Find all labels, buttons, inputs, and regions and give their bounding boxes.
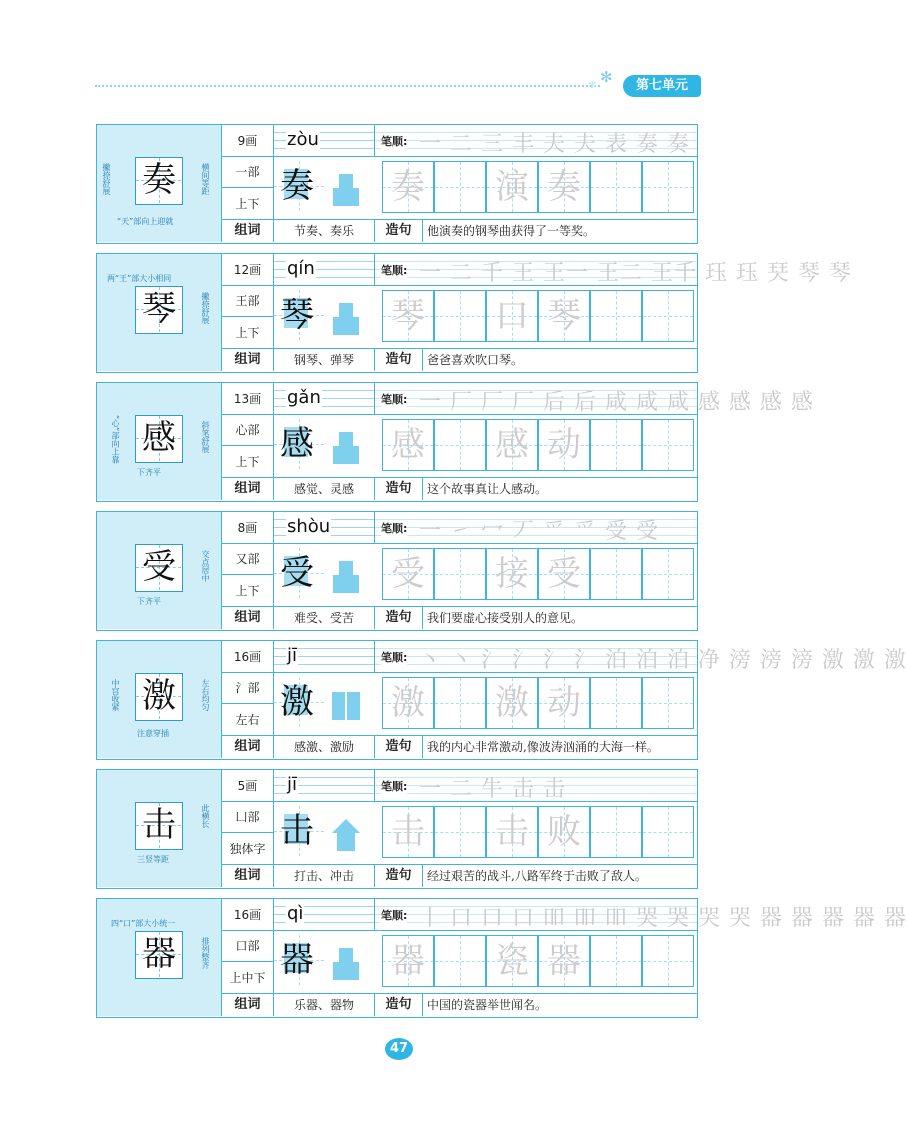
copy-char: 器 (391, 941, 425, 981)
copy-char: 动 (547, 683, 581, 723)
pinyin-box (274, 641, 375, 673)
zaoju-label: 造句 (375, 736, 423, 758)
practice-box[interactable] (590, 677, 642, 729)
copy-char: 感 (391, 425, 425, 465)
tian-grid-char (135, 802, 183, 850)
stroke-order-row (375, 641, 907, 673)
practice-box[interactable] (538, 290, 590, 342)
practice-box[interactable] (274, 290, 375, 342)
char-radical: 一部 (222, 157, 274, 188)
char-strokes: 5画 (222, 770, 274, 802)
structure-shape-icon (331, 301, 361, 337)
writing-tip: 排列整齐 (201, 937, 210, 969)
practice-box[interactable] (274, 161, 375, 213)
char-strokes: 16画 (222, 899, 274, 931)
word-examples: 打击、冲击 (274, 865, 375, 887)
character-card (96, 253, 852, 373)
model-char: 琴 (142, 289, 176, 329)
practice-box[interactable] (434, 806, 486, 858)
char-radical: 又部 (222, 544, 274, 575)
practice-box[interactable] (538, 548, 590, 600)
tian-grid-char (135, 673, 183, 721)
stroke-sequence: 一 厂 厂 厂 后 后 咸 咸 咸 感 感 感 感 (419, 390, 814, 415)
sample-char: 击 (280, 811, 314, 851)
writing-tip: 三竖等距 (137, 855, 169, 864)
practice-box[interactable] (382, 161, 434, 213)
zuci-label: 组词 (222, 607, 274, 629)
zuci-label: 组词 (222, 736, 274, 758)
snowflake-small-icon: ✻ (588, 80, 597, 91)
practice-box[interactable] (590, 161, 642, 213)
copy-char: 败 (547, 812, 581, 852)
pinyin-box (274, 770, 375, 802)
char-structure: 上下 (222, 575, 274, 607)
writing-tip: 撇捺舒展 (201, 292, 210, 324)
practice-box[interactable] (486, 935, 538, 987)
practice-box[interactable] (538, 935, 590, 987)
writing-tip: 中宫收紧 (111, 679, 120, 711)
zuci-label: 组词 (222, 994, 274, 1016)
practice-box[interactable] (642, 806, 694, 858)
practice-box[interactable] (486, 419, 538, 471)
pinyin: shòu (287, 516, 331, 537)
character-card (96, 640, 907, 760)
practice-grid (274, 544, 697, 607)
character-card (96, 898, 907, 1018)
writing-tip: 下齐平 (137, 597, 161, 606)
snowflake-icon: ✻ (600, 68, 613, 86)
char-strokes: 12画 (222, 254, 274, 286)
practice-box[interactable] (486, 161, 538, 213)
stroke-order-label: 笔顺: (381, 264, 408, 277)
practice-box[interactable] (274, 935, 375, 987)
char-strokes: 8画 (222, 512, 274, 544)
unit-tab: 第七单元 (623, 75, 701, 97)
tian-grid-char (135, 931, 183, 979)
char-tips-panel (97, 512, 222, 629)
writing-tip: “心”部向上靠 (111, 415, 120, 464)
char-radical: 王部 (222, 286, 274, 317)
stroke-order-label: 笔顺: (381, 651, 408, 664)
copy-char: 激 (495, 683, 529, 723)
stroke-sequence: 一 二 三 丰 夫 夫 表 奏 奏 (419, 132, 690, 157)
practice-box[interactable] (434, 548, 486, 600)
practice-box[interactable] (434, 290, 486, 342)
pinyin: gǎn (287, 387, 321, 408)
practice-box[interactable] (434, 935, 486, 987)
practice-grid (274, 286, 697, 349)
char-tips-panel (97, 254, 222, 371)
copy-char: 激 (391, 683, 425, 723)
zaoju-label: 造句 (375, 607, 423, 629)
practice-box[interactable] (274, 806, 375, 858)
copy-char: 受 (391, 554, 425, 594)
sample-char: 受 (280, 553, 314, 593)
writing-tip: 注意穿插 (137, 729, 169, 738)
practice-box[interactable] (434, 419, 486, 471)
char-tips-panel (97, 770, 222, 887)
pinyin: qì (287, 903, 304, 924)
stroke-order-label: 笔顺: (381, 135, 408, 148)
practice-box[interactable] (486, 290, 538, 342)
example-sentence: 中国的瓷器举世闻名。 (427, 998, 548, 1012)
model-char: 奏 (142, 160, 176, 200)
copy-char: 击 (391, 812, 425, 852)
practice-box[interactable] (486, 677, 538, 729)
model-char: 感 (142, 418, 176, 458)
practice-box[interactable] (382, 548, 434, 600)
pinyin-box (274, 899, 375, 931)
model-char: 受 (142, 547, 176, 587)
writing-tip: 下齐平 (137, 468, 161, 477)
writing-tip: 撇捺舒展 (102, 163, 111, 195)
word-examples: 难受、受苦 (274, 607, 375, 629)
practice-box[interactable] (642, 419, 694, 471)
practice-box[interactable] (590, 419, 642, 471)
copy-char: 器 (547, 941, 581, 981)
char-structure: 上下 (222, 188, 274, 220)
sample-char: 激 (280, 682, 314, 722)
char-tips-panel (97, 383, 222, 500)
writing-tip: 横间等距 (201, 163, 210, 195)
practice-box[interactable] (274, 548, 375, 600)
practice-box[interactable] (434, 161, 486, 213)
char-strokes: 16画 (222, 641, 274, 673)
pinyin-box (274, 254, 375, 286)
stroke-order-row (375, 512, 697, 544)
sample-char: 奏 (280, 166, 314, 206)
practice-box[interactable] (486, 548, 538, 600)
sample-char: 器 (280, 940, 314, 980)
practice-box[interactable] (486, 806, 538, 858)
zaoju-label: 造句 (375, 220, 423, 242)
char-tips-panel (97, 641, 222, 758)
copy-char: 口 (495, 296, 529, 336)
tian-grid-char (135, 286, 183, 334)
practice-box[interactable] (538, 806, 590, 858)
practice-box[interactable] (382, 290, 434, 342)
stroke-sequence: 丶 丶 氵 氵 氵 氵 泊 泊 泊 净 滂 滂 滂 激 激 激 (419, 648, 907, 673)
word-examples: 感觉、灵感 (274, 478, 375, 500)
structure-shape-icon (331, 817, 361, 853)
zaoju-label: 造句 (375, 994, 423, 1016)
char-radical: 氵部 (222, 673, 274, 704)
sample-char: 琴 (280, 295, 314, 335)
writing-tip: 斜笔舒展 (201, 421, 210, 453)
header-divider (95, 85, 600, 87)
char-structure: 独体字 (222, 833, 274, 865)
sample-char: 感 (280, 424, 314, 464)
zuci-label: 组词 (222, 478, 274, 500)
structure-shape-icon (331, 172, 361, 208)
pinyin-box (274, 512, 375, 544)
stroke-order-row (375, 770, 697, 802)
char-tips-panel (97, 899, 222, 1016)
model-char: 激 (142, 676, 176, 716)
char-radical: 凵部 (222, 802, 274, 833)
copy-char: 演 (495, 167, 529, 207)
copy-char: 接 (495, 554, 529, 594)
copy-char: 击 (495, 812, 529, 852)
pinyin: qín (287, 258, 315, 279)
practice-box[interactable] (382, 677, 434, 729)
char-strokes: 9画 (222, 125, 274, 157)
copy-char: 琴 (547, 296, 581, 336)
practice-box[interactable] (642, 161, 694, 213)
practice-box[interactable] (590, 935, 642, 987)
example-sentence: 这个故事真让人感动。 (427, 482, 548, 496)
char-radical: 心部 (222, 415, 274, 446)
practice-box[interactable] (434, 677, 486, 729)
practice-box[interactable] (590, 806, 642, 858)
stroke-order-label: 笔顺: (381, 780, 408, 793)
word-examples: 钢琴、弹琴 (274, 349, 375, 371)
stroke-order-row (375, 899, 907, 931)
char-structure: 上下 (222, 446, 274, 478)
practice-grid (274, 931, 697, 994)
writing-tip: 两“王”部大小相同 (107, 274, 172, 283)
practice-box[interactable] (590, 548, 642, 600)
pinyin-box (274, 383, 375, 415)
stroke-order-row (375, 125, 697, 157)
model-char: 器 (142, 934, 176, 974)
tian-grid-char (135, 157, 183, 205)
zaoju-label: 造句 (375, 349, 423, 371)
practice-grid (274, 802, 697, 865)
tian-grid-char (135, 415, 183, 463)
practice-box[interactable] (382, 935, 434, 987)
practice-box[interactable] (642, 935, 694, 987)
copy-char: 奏 (547, 167, 581, 207)
stroke-sequence: 一 二 千 王 王一 王二 王千 珏 珏 珡 琴 琴 (419, 261, 852, 286)
stroke-order-label: 笔顺: (381, 909, 408, 922)
word-examples: 乐器、器物 (274, 994, 375, 1016)
writing-tip: “天”部向上迎就 (117, 217, 174, 226)
structure-shape-icon (331, 688, 361, 724)
word-examples: 节奏、奏乐 (274, 220, 375, 242)
example-sentence: 我们要虚心接受别人的意见。 (427, 611, 584, 625)
tian-grid-char (135, 544, 183, 592)
structure-shape-icon (331, 559, 361, 595)
stroke-order-row (375, 254, 852, 286)
practice-box[interactable] (538, 419, 590, 471)
char-tips-panel (97, 125, 222, 242)
character-card (96, 382, 814, 502)
structure-shape-icon (331, 430, 361, 466)
practice-grid (274, 415, 697, 478)
pinyin-box (274, 125, 375, 157)
pinyin: zòu (287, 129, 319, 150)
example-sentence: 我的内心非常激动,像波涛汹涌的大海一样。 (427, 740, 659, 754)
practice-grid (274, 157, 697, 220)
zaoju-label: 造句 (375, 478, 423, 500)
char-structure: 上中下 (222, 962, 274, 994)
example-sentence: 经过艰苦的战斗,八路军终于击败了敌人。 (427, 869, 647, 883)
practice-box[interactable] (590, 290, 642, 342)
char-structure: 上下 (222, 317, 274, 349)
copy-char: 琴 (391, 296, 425, 336)
copy-char: 瓷 (495, 941, 529, 981)
character-card (96, 511, 698, 631)
stroke-order-label: 笔顺: (381, 522, 408, 535)
stroke-order-label: 笔顺: (381, 393, 408, 406)
example-sentence: 爸爸喜欢吹口琴。 (427, 353, 524, 367)
copy-char: 受 (547, 554, 581, 594)
practice-box[interactable] (642, 548, 694, 600)
copy-char: 感 (495, 425, 529, 465)
structure-shape-icon (331, 946, 361, 982)
character-card (96, 124, 698, 244)
zuci-label: 组词 (222, 349, 274, 371)
stroke-sequence: 一 ㇀ 冖 丆 爫 爫 受 受 (419, 519, 659, 544)
character-card (96, 769, 698, 889)
practice-box[interactable] (274, 677, 375, 729)
practice-box[interactable] (382, 419, 434, 471)
practice-box[interactable] (642, 677, 694, 729)
zuci-label: 组词 (222, 865, 274, 887)
stroke-sequence: 一 二 牛 击 击 (419, 777, 566, 802)
stroke-sequence: 丨 口 口 口 吅 吅 吅 哭 哭 哭 哭 器 器 器 器 器 (419, 906, 907, 931)
zaoju-label: 造句 (375, 865, 423, 887)
writing-tip: 交点居中 (201, 550, 210, 582)
writing-tip: 左右均匀 (201, 679, 210, 711)
pinyin: jī (287, 774, 298, 795)
stroke-order-row (375, 383, 814, 415)
practice-box[interactable] (642, 290, 694, 342)
practice-box[interactable] (274, 419, 375, 471)
copy-char: 奏 (391, 167, 425, 207)
char-radical: 口部 (222, 931, 274, 962)
practice-box[interactable] (538, 677, 590, 729)
writing-tip: 此横长 (201, 804, 210, 828)
copy-char: 动 (547, 425, 581, 465)
model-char: 击 (142, 805, 176, 845)
word-examples: 感激、激励 (274, 736, 375, 758)
example-sentence: 他演奏的钢琴曲获得了一等奖。 (427, 224, 596, 238)
pinyin: jī (287, 645, 298, 666)
writing-tip: 四“口”部大小统一 (111, 919, 176, 928)
char-structure: 左右 (222, 704, 274, 736)
practice-grid (274, 673, 697, 736)
practice-box[interactable] (382, 806, 434, 858)
practice-box[interactable] (538, 161, 590, 213)
page-number: 47 (385, 1038, 413, 1060)
zuci-label: 组词 (222, 220, 274, 242)
char-strokes: 13画 (222, 383, 274, 415)
